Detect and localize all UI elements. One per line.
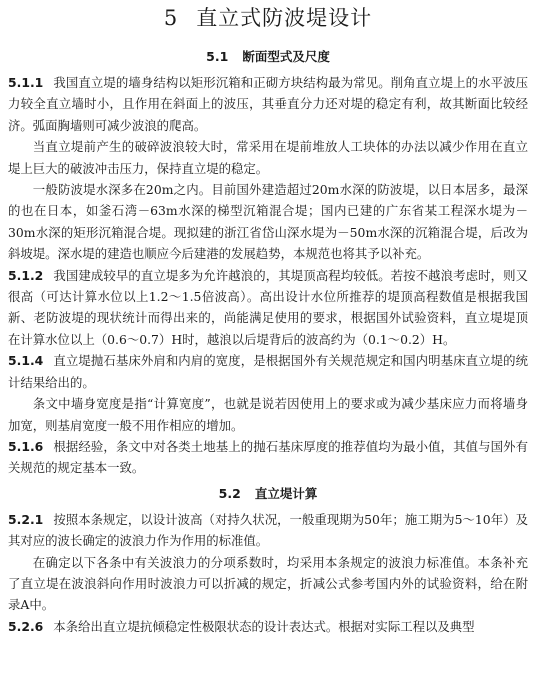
paragraph-text: 根据经验，条文中对各类土地基上的抛石基床厚度的推荐值均为最小值，其值与国外有关规范的规定基本一致。 [8, 438, 528, 476]
section-number: 5.1 [206, 49, 229, 64]
section-title: 断面型式及尺度 [242, 49, 330, 64]
clause-number: 5.1.1 [8, 75, 44, 90]
clause-number: 5.2.6 [8, 618, 44, 634]
paragraph-text: 当直立堤前产生的破碎波浪较大时，常采用在堤前堆放人工块体的办法以减少作用在直立堤上巨大的破波冲击压力，保持直立堤的稳定。 [8, 139, 528, 176]
paragraph-text: 条文中墙身宽度是指“计算宽度”，也就是说若因使用上的要求或为减少基床应力而将墙身加宽，则基肩宽度一般不用作相应的增加。 [8, 396, 528, 433]
paragraph-5-2-6 [8, 616, 528, 637]
paragraph-5-2-1-b [8, 552, 528, 616]
paragraph-5-1-1-c [8, 179, 528, 265]
paragraph-5-1-4 [8, 350, 528, 393]
paragraph-text: 按照本条规定，以设计波高（对持久状况，一般重现期为50年；施工期为5～10年）及其对应的波长确定的波浪力作为作用的标准值。 [8, 511, 528, 549]
chapter-number: 5 [163, 6, 179, 30]
paragraph-text: 直立堤抛石基床外肩和内肩的宽度，是根据国外有关规范规定和国内明基床直立堤的统计结果给出的。 [8, 353, 528, 390]
clause-number: 5.1.2 [8, 267, 44, 283]
paragraph-text: 在确定以下各条中有关波浪力的分项系数时，均采用本条规定的波浪力标准值。本条补充了直立堤在波浪斜向作用时波浪力可以折减的规定，折减公式参考国内外的试验资料，给在附录A中。 [8, 554, 528, 613]
section-number: 5.2 [218, 485, 241, 501]
paragraph-5-1-1-b [8, 136, 528, 179]
paragraph-text: 本条给出直立堤抗倾稳定性极限状态的设计表达式。根据对实际工程以及典型 [53, 618, 475, 634]
chapter-title [8, 4, 528, 32]
paragraph-5-1-6 [8, 436, 528, 479]
clause-number: 5.1.4 [8, 353, 44, 369]
paragraph-text: 我国直立堤的墙身结构以矩形沉箱和正砌方块结构最为常见。削角直立堤上的水平波压力较全直立墙时小，且作用在斜面上的波压，其垂直分力还对堤的稳定有利，故其断面比较经济。弧面胸墙则可减少波浪的爬高。 [8, 75, 528, 133]
paragraph-5-2-1 [8, 509, 528, 552]
paragraph-text: 一般防波堤水深多在20m之内。目前国外建造超过20m水深的防波堤，以日本居多，最深的也在日本，如釜石湾－63m水深的梯型沉箱混合堤；国内已建的广东省某工程深水堤为－30m水深的矩形沉箱混合堤。现拟建的浙江省岱山深水堤为－50m水深的沉箱混合堤，后改为斜坡堤。深水堤的建造也顺应今后建港的发展趋势，本规范也将其予以补充。 [8, 182, 528, 262]
section-heading-5-1 [8, 48, 528, 66]
paragraph-5-1-1 [8, 72, 528, 136]
clause-number: 5.1.6 [8, 438, 44, 454]
paragraph-5-1-4-b [8, 393, 528, 436]
section-title: 直立堤计算 [254, 485, 318, 501]
paragraph-text: 我国建成较早的直立堤多为允许越浪的，其堤顶高程均较低。若按不越浪考虑时，则又很高（可达计算水位以上1.2～1.5倍波高）。高出设计水位所推荐的堤顶高程数值是根据我国新、老防波堤的现状统计而得出来的，尚能满足使用的要求，根据国外试验资料，直立堤堤顶在计算水位以上（0.6～0.7）H时，越浪以后堤背后的波高约为（0.1～0.2）H。 [8, 267, 528, 347]
paragraph-5-1-2 [8, 265, 528, 351]
chapter-title-text: 直立式防波堤设计 [196, 6, 373, 30]
clause-number: 5.2.1 [8, 511, 44, 527]
section-heading-5-2 [8, 485, 528, 503]
